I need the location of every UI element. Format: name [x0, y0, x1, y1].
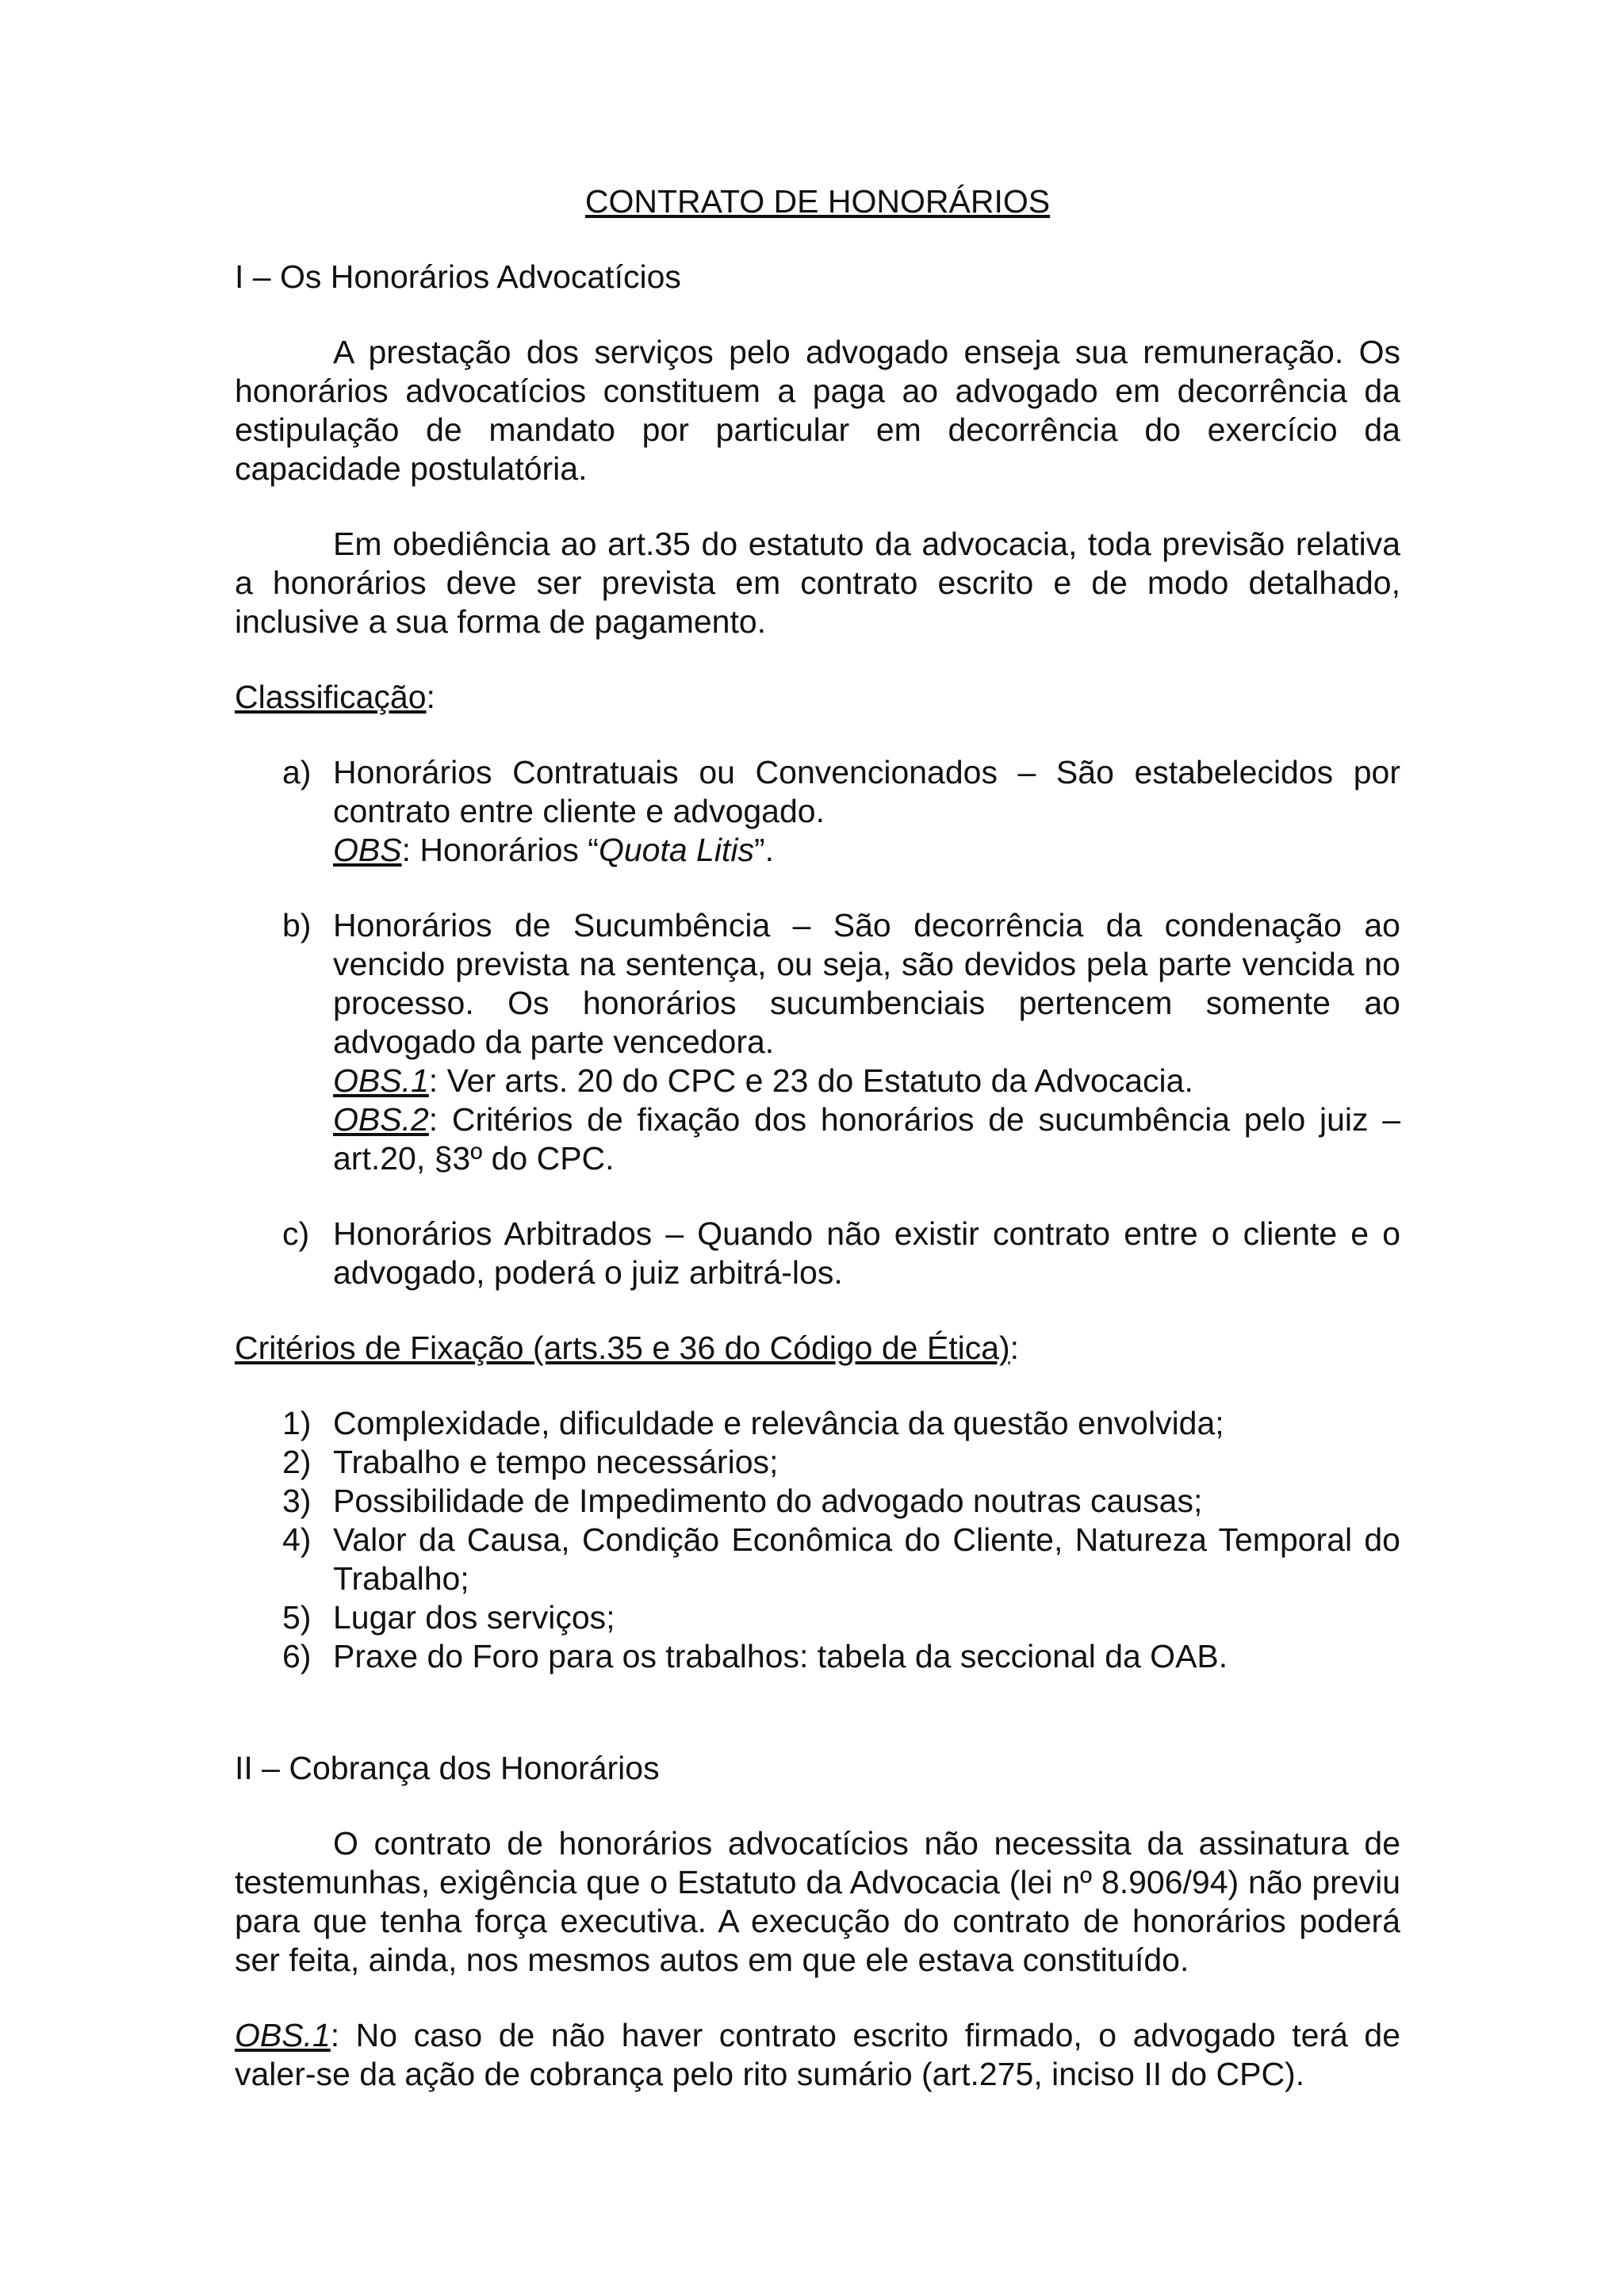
classificacao-label-text: Classificação	[235, 679, 427, 715]
section2-paragraph-1: O contrato de honorários advocatícios não necessita da assinatura de testemunhas, exigência que o Estatuto da Advocacia (lei nº 8.906/94) não previu para que tenha força executiva. A execução do contrato de honorários poderá ser feita, ainda, nos mesmos autos em que ele estava constituído.	[235, 1825, 1400, 1978]
list-item	[235, 1404, 1400, 1443]
list-item-text: Trabalho e tempo necessários;	[333, 1444, 779, 1480]
section-spacer	[235, 1712, 1400, 1749]
list-item-text: Praxe do Foro para os trabalhos: tabela da seccional da OAB.	[333, 1638, 1228, 1674]
list-item	[235, 1443, 1400, 1482]
section2-heading: II – Cobrança dos Honorários	[235, 1750, 660, 1786]
document-title: CONTRATO DE HONORÁRIOS	[584, 183, 1051, 220]
obs-note	[333, 831, 1400, 870]
obs-text-post: ”.	[753, 832, 775, 868]
obs-label: OBS.1	[235, 2017, 331, 2053]
list-item	[235, 906, 1400, 1178]
obs-text-pre: : Honorários “	[401, 832, 599, 868]
list-item-text: Honorários Arbitrados – Quando não existir contrato entre o cliente e o advogado, poderá o juiz arbitrá-los.	[333, 1215, 1400, 1291]
document-page	[235, 182, 1400, 2094]
obs-note-2	[333, 1100, 1400, 1178]
list-item	[235, 1521, 1400, 1598]
list-item-text: Honorários Contratuais ou Convencionados – São estabelecidos por contrato entre cliente e advogado.	[333, 754, 1400, 829]
list-marker: 6)	[282, 1638, 312, 1674]
list-item-text: Valor da Causa, Condição Econômica do Cliente, Natureza Temporal do Trabalho;	[333, 1521, 1400, 1597]
list-item	[235, 1482, 1400, 1521]
classificacao-list	[235, 753, 1400, 1292]
list-item	[235, 1637, 1400, 1676]
list-item-text: Lugar dos serviços;	[333, 1599, 615, 1636]
obs-note-1	[333, 1062, 1400, 1100]
list-item-text: Honorários de Sucumbência – São decorrência da condenação ao vencido prevista na sentença, ou seja, são devidos pela parte vencida no processo. Os honorários sucumbenciais pertencem somente ao advogado da parte vencedora.	[333, 907, 1400, 1060]
obs-text: : Critérios de fixação dos honorários de sucumbência pelo juiz – art.20, §3º do CPC.	[333, 1101, 1400, 1177]
list-item	[235, 1598, 1400, 1637]
list-item	[235, 1215, 1400, 1292]
list-item-text: Possibilidade de Impedimento do advogado noutras causas;	[333, 1483, 1203, 1519]
obs-label: OBS.2	[333, 1101, 429, 1138]
classificacao-label	[235, 678, 1400, 717]
list-marker: c)	[282, 1215, 310, 1252]
obs-label: OBS.1	[333, 1062, 429, 1099]
obs-text: : No caso de não haver contrato escrito firmado, o advogado terá de valer-se da ação de cobrança pelo rito sumário (art.275, inciso II do CPC).	[235, 2017, 1400, 2092]
section1-heading: I – Os Honorários Advocatícios	[235, 258, 681, 295]
criterios-list	[235, 1404, 1400, 1676]
obs-text-italic: Quota Litis	[598, 832, 754, 868]
list-marker: a)	[282, 754, 312, 790]
criterios-label-text: Critérios de Fixação (arts.35 e 36 do Código de Ética)	[235, 1330, 1010, 1366]
list-marker: 4)	[282, 1521, 312, 1558]
list-marker: b)	[282, 907, 312, 943]
list-marker: 3)	[282, 1483, 312, 1519]
list-marker: 5)	[282, 1599, 312, 1636]
section1-paragraph-1: A prestação dos serviços pelo advogado enseja sua remuneração. Os honorários advocatícios constituem a paga ao advogado em decorrência da estipulação de mandato por particular em decorrência do exercício da capacidade postulatória.	[235, 334, 1400, 487]
criterios-label	[235, 1329, 1400, 1368]
section1-paragraph-2: Em obediência ao art.35 do estatuto da advocacia, toda previsão relativa a honorários deve ser prevista em contrato escrito e de modo detalhado, inclusive a sua forma de pagamento.	[235, 526, 1400, 640]
obs-text: : Ver arts. 20 do CPC e 23 do Estatuto da Advocacia.	[428, 1062, 1193, 1099]
list-marker: 2)	[282, 1444, 312, 1480]
list-item	[235, 753, 1400, 870]
criterios-colon: :	[1009, 1330, 1020, 1366]
obs-label: OBS	[333, 832, 402, 868]
classificacao-colon: :	[426, 679, 435, 715]
list-item-text: Complexidade, dificuldade e relevância da questão envolvida;	[333, 1405, 1224, 1441]
section2-obs-note	[235, 2016, 1400, 2094]
list-marker: 1)	[282, 1405, 312, 1441]
